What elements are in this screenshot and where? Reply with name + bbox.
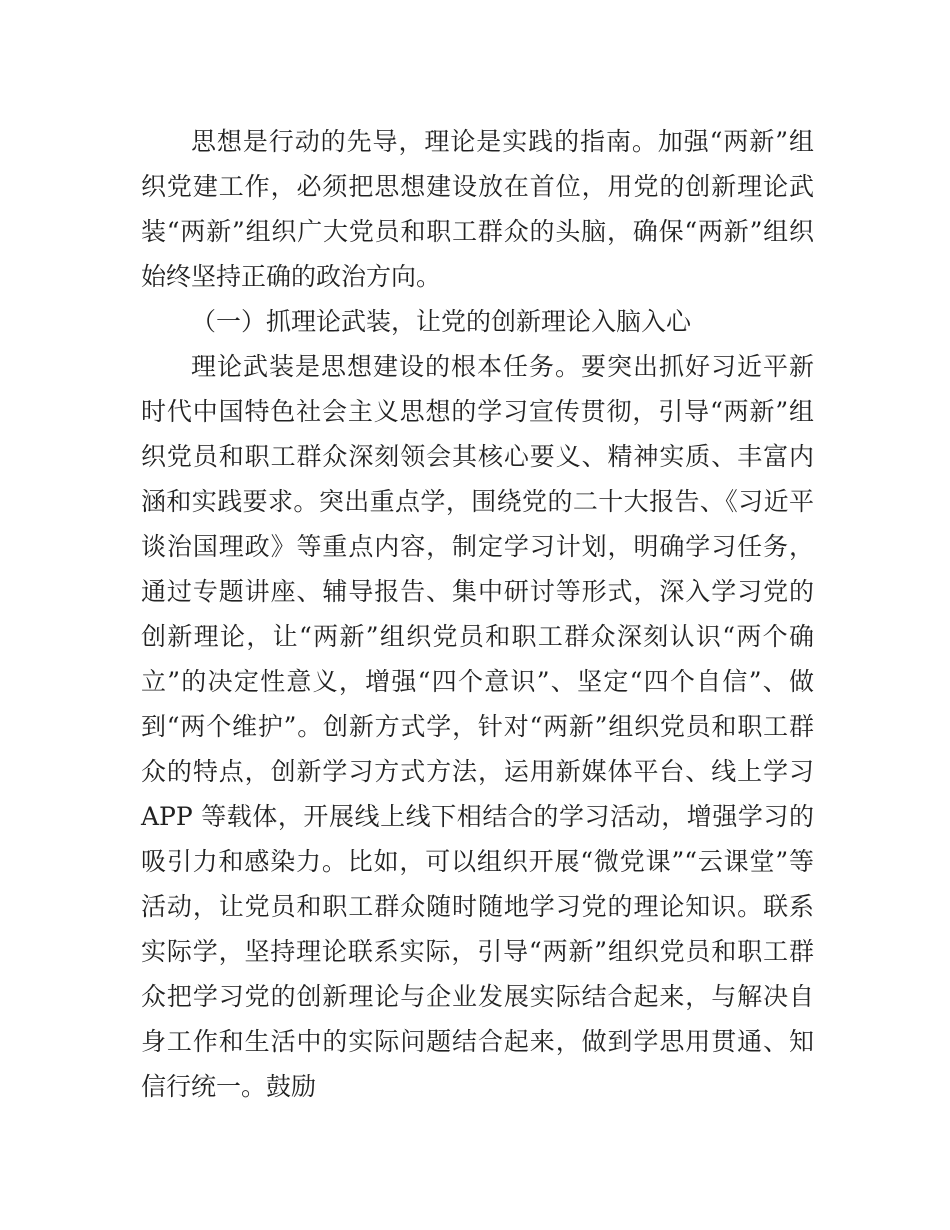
section-heading: （一）抓理论武装，让党的创新理论入脑入心	[191, 307, 692, 336]
document-content	[141, 119, 814, 1109]
body-paragraph: 理论武装是思想建设的根本任务。要突出抓好习近平新时代中国特色社会主义思想的学习宣传贯彻，引导“两新”组织党员和职工群众深刻领会其核心要义、精神实质、丰富内涵和实践要求。突出重点学，围绕党的二十大报告、《习近平谈治国理政》等重点内容，制定学习计划，明确学习任务，通过专题讲座、辅导报告、集中研讨等形式，深入学习党的创新理论，让“两新”组织党员和职工群众深刻认识“两个确立”的决定性意义，增强“四个意识”、坚定“四个自信”、做到“两个维护”。创新方式学，针对“两新”组织党员和职工群众的特点，创新学习方式方法，运用新媒体平台、线上学习 APP 等载体，开展线上线下相结合的学习活动，增强学习的吸引力和感染力。比如，可以组织开展“微党课”“云课堂”等活动，让党员和职工群众随时随地学习党的理论知识。联系实际学，坚持理论联系实际，引导“两新”组织党员和职工群众把学习党的创新理论与企业发展实际结合起来，与解决自身工作和生活中的实际问题结合起来，做到学思用贯通、知信行统一。鼓励	[141, 352, 814, 1101]
intro-paragraph: 思想是行动的先导，理论是实践的指南。加强“两新”组织党建工作，必须把思想建设放在首位，用党的创新理论武装“两新”组织广大党员和职工群众的头脑，确保“两新”组织始终坚持正确的政治方向。	[141, 127, 814, 291]
